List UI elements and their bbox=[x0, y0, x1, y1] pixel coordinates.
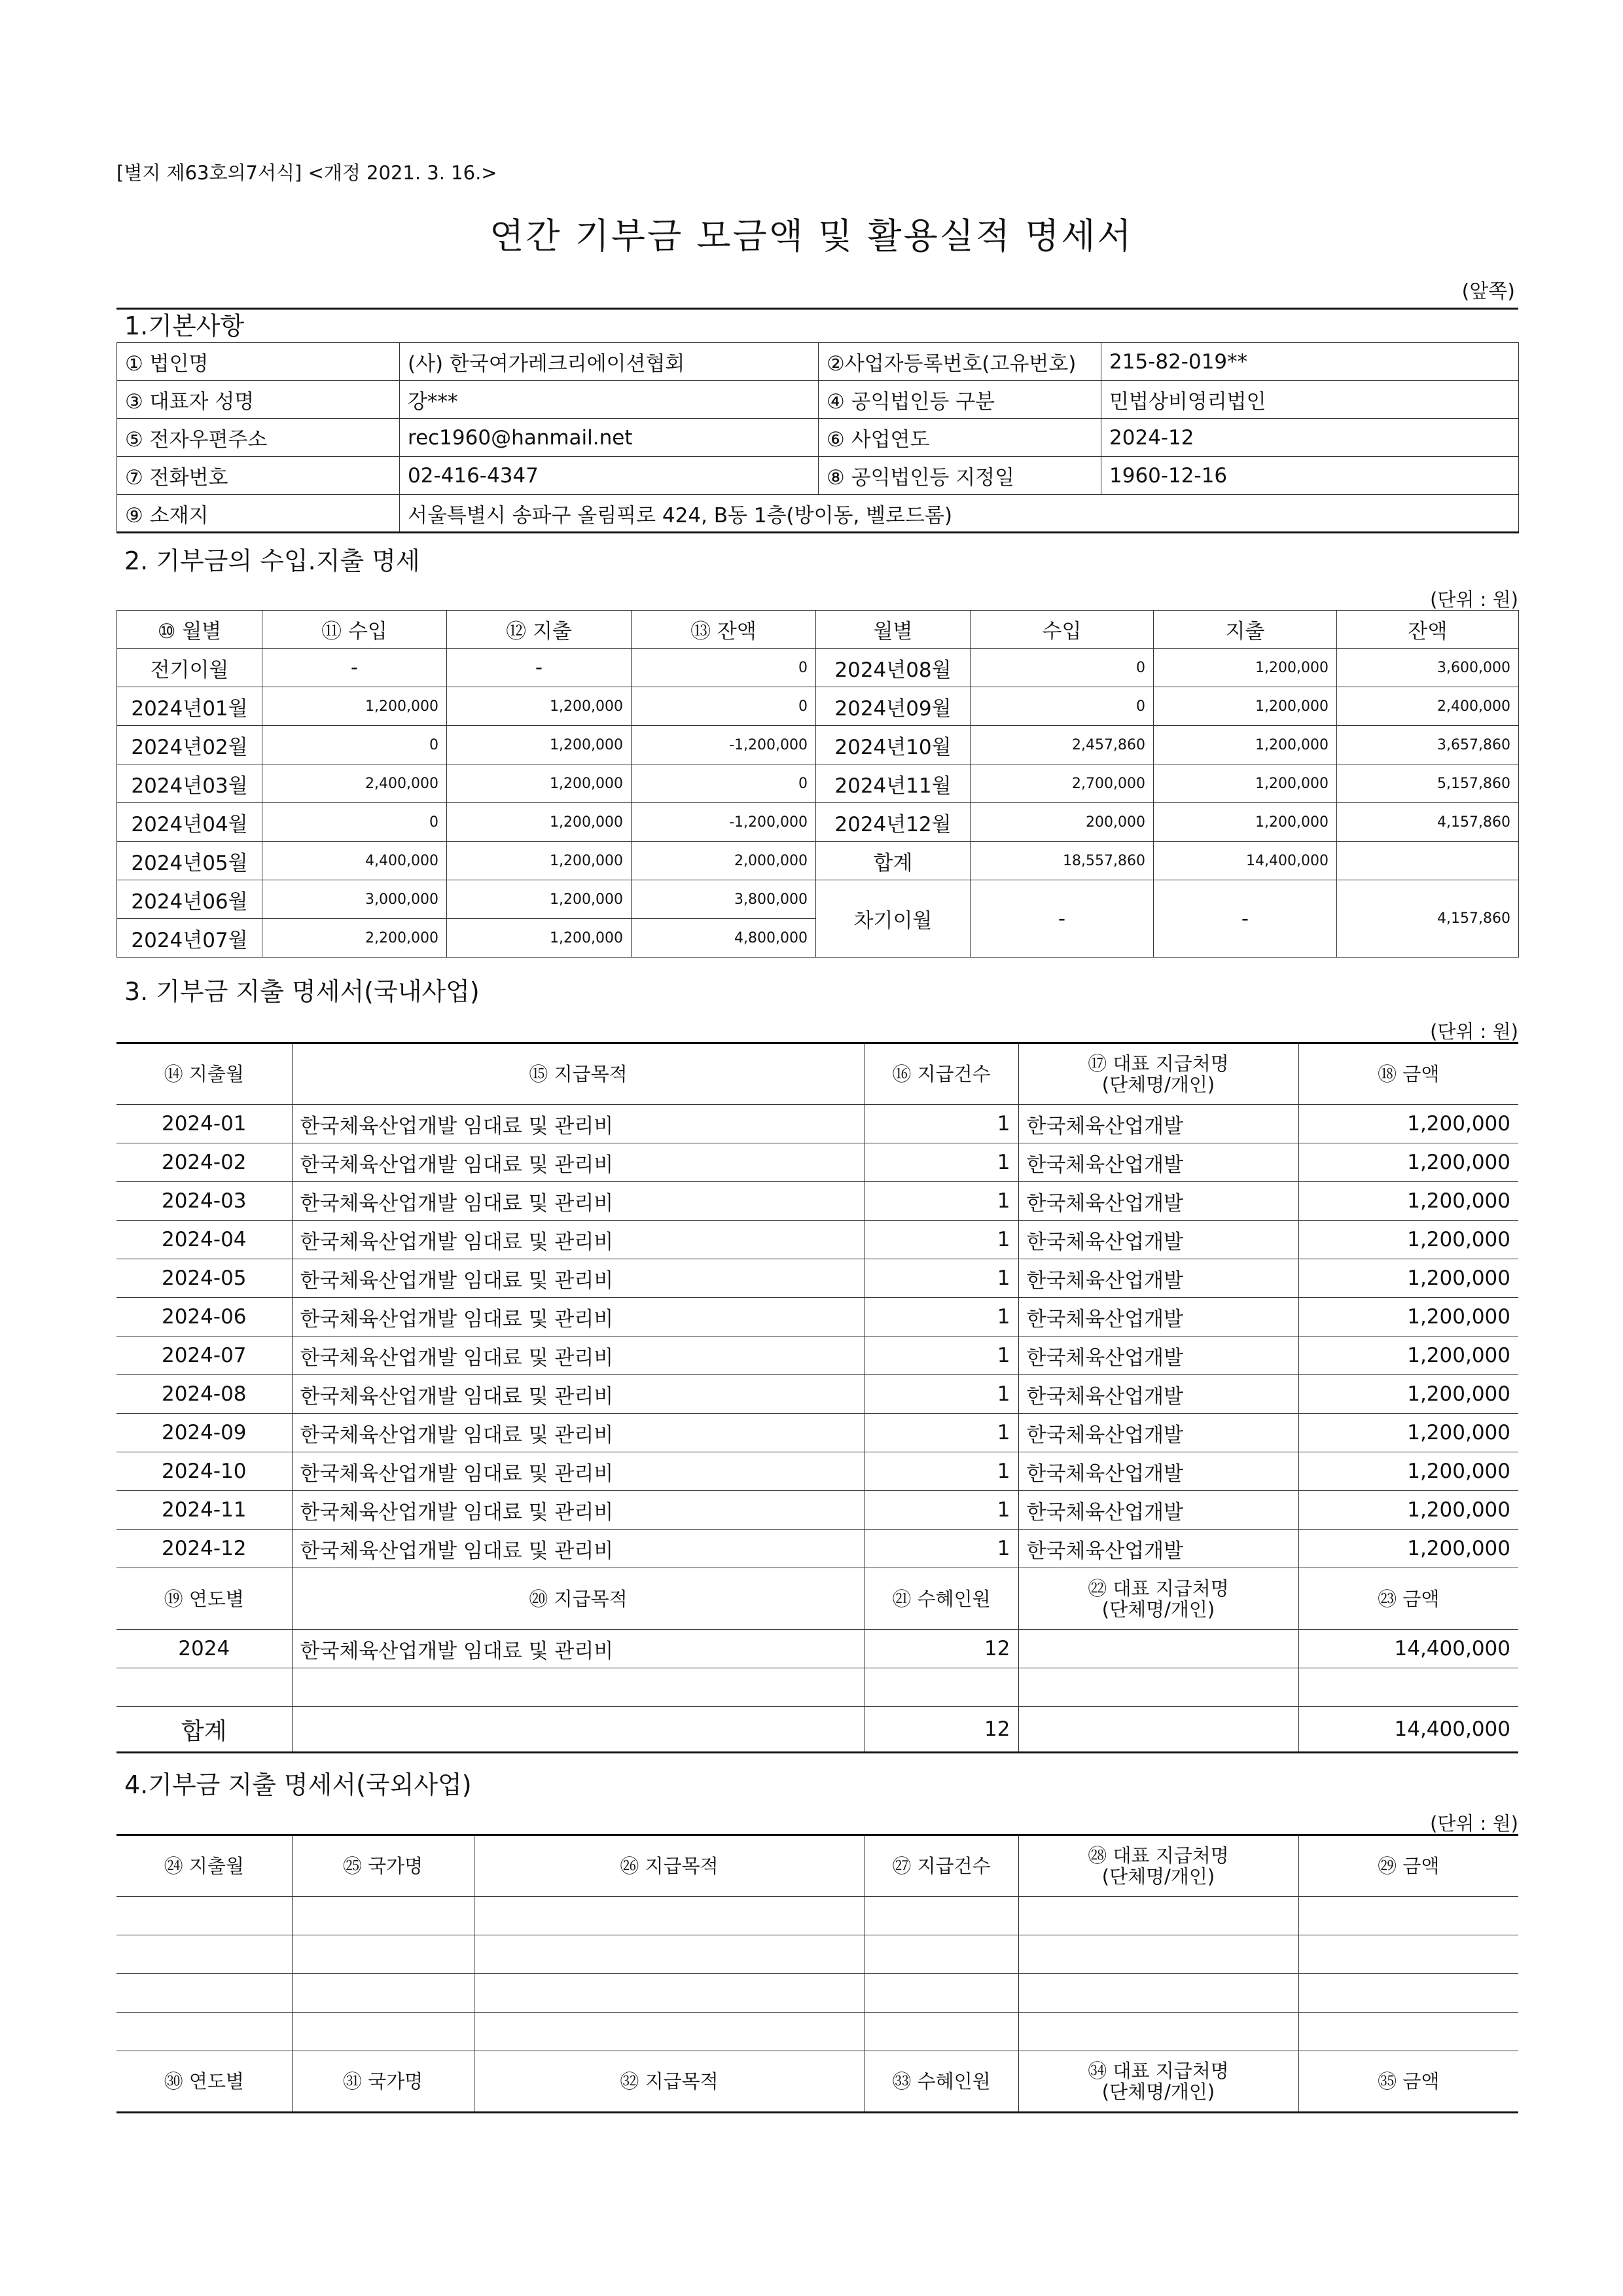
expense-amount: 1,200,000 bbox=[1298, 1105, 1518, 1143]
expense-row bbox=[116, 1491, 1518, 1530]
column-header: ⑪ 수입 bbox=[262, 611, 447, 649]
year-row bbox=[116, 1630, 1518, 1668]
year-label bbox=[116, 1668, 292, 1707]
expense-month: 2024-03 bbox=[116, 1182, 292, 1221]
expense-month: 2024-07 bbox=[116, 1336, 292, 1375]
expense-purpose: 한국체육산업개발 임대료 및 관리비 bbox=[292, 1336, 865, 1375]
expense-purpose: 한국체육산업개발 임대료 및 관리비 bbox=[292, 1259, 865, 1298]
expense-recipient: 한국체육산업개발 bbox=[1018, 1105, 1298, 1143]
field-label: ① 법인명 bbox=[117, 343, 400, 381]
month-label: 2024년04월 bbox=[117, 803, 262, 842]
front-label: (앞쪽) bbox=[1461, 280, 1515, 303]
expense-recipient: 한국체육산업개발 bbox=[1018, 1452, 1298, 1491]
expense-count: 1 bbox=[865, 1336, 1018, 1375]
expense-purpose: 한국체육산업개발 임대료 및 관리비 bbox=[292, 1182, 865, 1221]
expense-amount: 1,200,000 bbox=[1298, 1143, 1518, 1182]
field-label: ③ 대표자 성명 bbox=[117, 381, 400, 419]
balance-value: 2,400,000 bbox=[1337, 687, 1519, 726]
balance-value bbox=[1337, 842, 1519, 880]
column-header: ⑯ 지급건수 bbox=[865, 1043, 1018, 1105]
expense-purpose: 한국체육산업개발 임대료 및 관리비 bbox=[292, 1491, 865, 1530]
month-row bbox=[117, 764, 1519, 803]
expense-amount: 1,200,000 bbox=[1298, 1491, 1518, 1530]
expense-row bbox=[116, 1143, 1518, 1182]
info-row bbox=[117, 343, 1519, 381]
form-tag: [별지 제63호의7서식] <개정 2021. 3. 16.> bbox=[116, 162, 497, 184]
expense-count: 1 bbox=[865, 1298, 1018, 1336]
expense-purpose: 한국체육산업개발 임대료 및 관리비 bbox=[292, 1414, 865, 1452]
total-label: 합계 bbox=[116, 1707, 292, 1753]
expense-count: 1 bbox=[865, 1259, 1018, 1298]
expense-amount: 1,200,000 bbox=[1298, 1414, 1518, 1452]
month-label: 2024년07월 bbox=[117, 919, 262, 958]
empty-cell bbox=[1018, 1897, 1298, 1935]
column-header: ㉒ 대표 지급처명 (단체명/개인) bbox=[1018, 1568, 1298, 1630]
expense-amount: 1,200,000 bbox=[1298, 1298, 1518, 1336]
expense-purpose: 한국체육산업개발 임대료 및 관리비 bbox=[292, 1452, 865, 1491]
income-value: 2,700,000 bbox=[971, 764, 1154, 803]
column-header: ㉝ 수혜인원 bbox=[865, 2051, 1018, 2113]
section4-heading: 4.기부금 지출 명세서(국외사업) bbox=[124, 1770, 472, 1799]
overseas-expense-table bbox=[116, 1834, 1518, 2113]
balance-value: 5,157,860 bbox=[1337, 764, 1519, 803]
month-label: 2024년11월 bbox=[816, 764, 971, 803]
field-value: 2024-12 bbox=[1101, 419, 1519, 457]
expense-recipient: 한국체육산업개발 bbox=[1018, 1414, 1298, 1452]
section-overseas-expense bbox=[116, 1768, 1518, 2113]
section3-heading: 3. 기부금 지출 명세서(국내사업) bbox=[124, 977, 480, 1006]
month-label: 2024년09월 bbox=[816, 687, 971, 726]
balance-value: 3,657,860 bbox=[1337, 726, 1519, 764]
expense-value: 1,200,000 bbox=[1154, 764, 1337, 803]
empty-cell bbox=[116, 2013, 292, 2051]
income-value: 1,200,000 bbox=[262, 687, 447, 726]
balance-value: 0 bbox=[632, 687, 816, 726]
info-row bbox=[117, 381, 1519, 419]
expense-count: 1 bbox=[865, 1452, 1018, 1491]
expense-row bbox=[116, 1298, 1518, 1336]
field-label: ⑧ 공익법인등 지정일 bbox=[819, 457, 1101, 495]
section-income-expense bbox=[116, 545, 1518, 958]
field-value: (사) 한국여가레크리에이션협회 bbox=[400, 343, 819, 381]
expense-month: 2024-01 bbox=[116, 1105, 292, 1143]
carry-income: - bbox=[971, 880, 1154, 958]
expense-month: 2024-05 bbox=[116, 1259, 292, 1298]
year-row bbox=[116, 1668, 1518, 1707]
column-header: ㉙ 금액 bbox=[1298, 1835, 1518, 1897]
field-label: ④ 공익법인등 구분 bbox=[819, 381, 1101, 419]
expense-value: 1,200,000 bbox=[447, 842, 632, 880]
empty-row bbox=[116, 1974, 1518, 2013]
balance-value: -1,200,000 bbox=[632, 726, 816, 764]
column-header: ㉖ 지급목적 bbox=[474, 1835, 865, 1897]
month-row bbox=[117, 726, 1519, 764]
section2-heading: 2. 기부금의 수입.지출 명세 bbox=[124, 547, 420, 575]
month-label: 2024년02월 bbox=[117, 726, 262, 764]
domestic-expense-table bbox=[116, 1042, 1518, 1753]
expense-value: 1,200,000 bbox=[1154, 649, 1337, 687]
month-label: 전기이월 bbox=[117, 649, 262, 687]
empty-cell bbox=[116, 1974, 292, 2013]
expense-row bbox=[116, 1375, 1518, 1414]
empty-cell bbox=[474, 1974, 865, 2013]
empty-cell bbox=[1298, 1974, 1518, 2013]
expense-value: 1,200,000 bbox=[447, 726, 632, 764]
month-label: 2024년05월 bbox=[117, 842, 262, 880]
info-row bbox=[117, 419, 1519, 457]
column-header: ⑬ 잔액 bbox=[632, 611, 816, 649]
expense-row bbox=[116, 1105, 1518, 1143]
expense-recipient: 한국체육산업개발 bbox=[1018, 1298, 1298, 1336]
income-value: 18,557,860 bbox=[971, 842, 1154, 880]
field-value: 민법상비영리법인 bbox=[1101, 381, 1519, 419]
empty-row bbox=[116, 1897, 1518, 1935]
expense-row bbox=[116, 1221, 1518, 1259]
column-header: ㉑ 수혜인원 bbox=[865, 1568, 1018, 1630]
empty-cell bbox=[1298, 2013, 1518, 2051]
column-header: 월별 bbox=[816, 611, 971, 649]
expense-count: 1 bbox=[865, 1143, 1018, 1182]
month-row bbox=[117, 842, 1519, 880]
empty-cell bbox=[1018, 2013, 1298, 2051]
empty-cell bbox=[474, 1935, 865, 1974]
basic-info-table bbox=[116, 342, 1519, 533]
empty-cell bbox=[292, 1897, 474, 1935]
section-domestic-expense bbox=[116, 975, 1518, 1753]
column-header: ㉚ 연도별 bbox=[116, 2051, 292, 2113]
expense-recipient: 한국체육산업개발 bbox=[1018, 1182, 1298, 1221]
column-header: ㉗ 지급건수 bbox=[865, 1835, 1018, 1897]
column-header: ⑮ 지급목적 bbox=[292, 1043, 865, 1105]
section-basic-info bbox=[116, 308, 1518, 533]
empty-cell bbox=[474, 2013, 865, 2051]
document-title: 연간 기부금 모금액 및 활용실적 명세서 bbox=[490, 215, 1133, 257]
year-purpose: 한국체육산업개발 임대료 및 관리비 bbox=[292, 1630, 865, 1668]
expense-recipient: 한국체육산업개발 bbox=[1018, 1259, 1298, 1298]
column-header: ⑲ 연도별 bbox=[116, 1568, 292, 1630]
month-label: 2024년01월 bbox=[117, 687, 262, 726]
expense-count: 1 bbox=[865, 1105, 1018, 1143]
month-label: 2024년06월 bbox=[117, 880, 262, 919]
empty-row bbox=[116, 1935, 1518, 1974]
field-value: 서울특별시 송파구 올림픽로 424, B동 1층(방이동, 벨로드롬) bbox=[400, 495, 1519, 533]
column-header: 수입 bbox=[971, 611, 1154, 649]
month-row bbox=[117, 649, 1519, 687]
header-row bbox=[117, 611, 1519, 649]
balance-value: 0 bbox=[632, 649, 816, 687]
expense-amount: 1,200,000 bbox=[1298, 1221, 1518, 1259]
expense-amount: 1,200,000 bbox=[1298, 1375, 1518, 1414]
year-recipient bbox=[1018, 1630, 1298, 1668]
income-value: 0 bbox=[971, 687, 1154, 726]
empty-cell bbox=[116, 1897, 292, 1935]
header-row bbox=[116, 2051, 1518, 2113]
column-header: ㉕ 국가명 bbox=[292, 1835, 474, 1897]
empty-cell bbox=[1298, 1935, 1518, 1974]
field-value: rec1960@hanmail.net bbox=[400, 419, 819, 457]
income-value: 0 bbox=[262, 803, 447, 842]
expense-amount: 1,200,000 bbox=[1298, 1182, 1518, 1221]
balance-value: 4,800,000 bbox=[632, 919, 816, 958]
expense-amount: 1,200,000 bbox=[1298, 1452, 1518, 1491]
column-header: ⑭ 지출월 bbox=[116, 1043, 292, 1105]
column-header: ㉞ 대표 지급처명 (단체명/개인) bbox=[1018, 2051, 1298, 2113]
info-row bbox=[117, 495, 1519, 533]
expense-month: 2024-10 bbox=[116, 1452, 292, 1491]
column-header: ㉓ 금액 bbox=[1298, 1568, 1518, 1630]
income-value: 0 bbox=[262, 726, 447, 764]
field-label: ⑦ 전화번호 bbox=[117, 457, 400, 495]
expense-count: 1 bbox=[865, 1221, 1018, 1259]
income-value: 200,000 bbox=[971, 803, 1154, 842]
total-row bbox=[116, 1707, 1518, 1753]
field-label: ②사업자등록번호(고유번호) bbox=[819, 343, 1101, 381]
field-value: 1960-12-16 bbox=[1101, 457, 1519, 495]
column-header: ⑩ 월별 bbox=[117, 611, 262, 649]
expense-value: 1,200,000 bbox=[447, 919, 632, 958]
column-header: 지출 bbox=[1154, 611, 1337, 649]
column-header: ㉜ 지급목적 bbox=[474, 2051, 865, 2113]
balance-value: 4,157,860 bbox=[1337, 803, 1519, 842]
carry-expense: - bbox=[1154, 880, 1337, 958]
empty-cell bbox=[865, 2013, 1018, 2051]
expense-value: 1,200,000 bbox=[447, 880, 632, 919]
month-label: 2024년08월 bbox=[816, 649, 971, 687]
unit-label: (단위 : 원) bbox=[1430, 1020, 1518, 1043]
expense-count: 1 bbox=[865, 1182, 1018, 1221]
empty-cell bbox=[292, 1974, 474, 2013]
empty-cell bbox=[865, 1974, 1018, 2013]
expense-amount: 1,200,000 bbox=[1298, 1259, 1518, 1298]
income-value: 4,400,000 bbox=[262, 842, 447, 880]
expense-recipient: 한국체육산업개발 bbox=[1018, 1221, 1298, 1259]
month-row bbox=[117, 803, 1519, 842]
expense-purpose: 한국체육산업개발 임대료 및 관리비 bbox=[292, 1375, 865, 1414]
expense-value: 14,400,000 bbox=[1154, 842, 1337, 880]
expense-value: 1,200,000 bbox=[1154, 726, 1337, 764]
expense-month: 2024-09 bbox=[116, 1414, 292, 1452]
expense-recipient: 한국체육산업개발 bbox=[1018, 1143, 1298, 1182]
year-beneficiaries: 12 bbox=[865, 1630, 1018, 1668]
column-header: ⑰ 대표 지급처명 (단체명/개인) bbox=[1018, 1043, 1298, 1105]
year-label: 2024 bbox=[116, 1630, 292, 1668]
empty-cell bbox=[292, 1935, 474, 1974]
column-header: ㉛ 국가명 bbox=[292, 2051, 474, 2113]
expense-value: 1,200,000 bbox=[447, 803, 632, 842]
expense-recipient: 한국체육산업개발 bbox=[1018, 1530, 1298, 1568]
carry-balance: 4,157,860 bbox=[1337, 880, 1519, 958]
expense-row bbox=[116, 1336, 1518, 1375]
expense-amount: 1,200,000 bbox=[1298, 1530, 1518, 1568]
column-header: 잔액 bbox=[1337, 611, 1519, 649]
empty-cell bbox=[474, 1897, 865, 1935]
field-value: 강*** bbox=[400, 381, 819, 419]
expense-count: 1 bbox=[865, 1530, 1018, 1568]
column-header: ⑱ 금액 bbox=[1298, 1043, 1518, 1105]
expense-purpose: 한국체육산업개발 임대료 및 관리비 bbox=[292, 1298, 865, 1336]
expense-row bbox=[116, 1414, 1518, 1452]
balance-value: -1,200,000 bbox=[632, 803, 816, 842]
empty-cell bbox=[1018, 1935, 1298, 1974]
total-recipient bbox=[1018, 1707, 1298, 1753]
empty-cell bbox=[865, 1897, 1018, 1935]
expense-purpose: 한국체육산업개발 임대료 및 관리비 bbox=[292, 1105, 865, 1143]
income-value: 2,200,000 bbox=[262, 919, 447, 958]
expense-recipient: 한국체육산업개발 bbox=[1018, 1375, 1298, 1414]
balance-value: 0 bbox=[632, 764, 816, 803]
column-header: ㉟ 금액 bbox=[1298, 2051, 1518, 2113]
expense-purpose: 한국체육산업개발 임대료 및 관리비 bbox=[292, 1530, 865, 1568]
income-value: 2,400,000 bbox=[262, 764, 447, 803]
expense-purpose: 한국체육산업개발 임대료 및 관리비 bbox=[292, 1143, 865, 1182]
empty-cell bbox=[116, 1935, 292, 1974]
month-label: 2024년12월 bbox=[816, 803, 971, 842]
empty-cell bbox=[292, 2013, 474, 2051]
expense-month: 2024-04 bbox=[116, 1221, 292, 1259]
empty-cell bbox=[1018, 1974, 1298, 2013]
unit-label: (단위 : 원) bbox=[1430, 1812, 1518, 1835]
year-amount: 14,400,000 bbox=[1298, 1630, 1518, 1668]
column-header: ⑫ 지출 bbox=[447, 611, 632, 649]
expense-month: 2024-02 bbox=[116, 1143, 292, 1182]
month-label: 2024년03월 bbox=[117, 764, 262, 803]
header-row bbox=[116, 1835, 1518, 1897]
month-label: 2024년10월 bbox=[816, 726, 971, 764]
month-row bbox=[117, 687, 1519, 726]
column-header: ㉔ 지출월 bbox=[116, 1835, 292, 1897]
expense-amount: 1,200,000 bbox=[1298, 1336, 1518, 1375]
empty-cell bbox=[1298, 1897, 1518, 1935]
balance-value: 3,600,000 bbox=[1337, 649, 1519, 687]
month-label: 합계 bbox=[816, 842, 971, 880]
expense-value: 1,200,000 bbox=[1154, 803, 1337, 842]
month-row bbox=[117, 880, 1519, 919]
expense-value: 1,200,000 bbox=[447, 687, 632, 726]
expense-purpose: 한국체육산업개발 임대료 및 관리비 bbox=[292, 1221, 865, 1259]
total-purpose bbox=[292, 1707, 865, 1753]
expense-month: 2024-11 bbox=[116, 1491, 292, 1530]
year-purpose bbox=[292, 1668, 865, 1707]
expense-count: 1 bbox=[865, 1414, 1018, 1452]
expense-value: - bbox=[447, 649, 632, 687]
expense-value: 1,200,000 bbox=[447, 764, 632, 803]
expense-value: 1,200,000 bbox=[1154, 687, 1337, 726]
unit-label: (단위 : 원) bbox=[1430, 588, 1518, 611]
balance-value: 3,800,000 bbox=[632, 880, 816, 919]
total-amount: 14,400,000 bbox=[1298, 1707, 1518, 1753]
section1-heading: 1.기본사항 bbox=[116, 308, 1518, 342]
column-header: ⑳ 지급목적 bbox=[292, 1568, 865, 1630]
expense-count: 1 bbox=[865, 1375, 1018, 1414]
expense-month: 2024-12 bbox=[116, 1530, 292, 1568]
field-label: ⑥ 사업연도 bbox=[819, 419, 1101, 457]
carry-forward-label: 차기이월 bbox=[816, 880, 971, 958]
field-label: ⑤ 전자우편주소 bbox=[117, 419, 400, 457]
column-header: ㉘ 대표 지급처명 (단체명/개인) bbox=[1018, 1835, 1298, 1897]
expense-row bbox=[116, 1259, 1518, 1298]
expense-month: 2024-06 bbox=[116, 1298, 292, 1336]
empty-row bbox=[116, 2013, 1518, 2051]
year-recipient bbox=[1018, 1668, 1298, 1707]
header-row bbox=[116, 1043, 1518, 1105]
income-expense-table bbox=[116, 610, 1519, 958]
header-row bbox=[116, 1568, 1518, 1630]
income-value: - bbox=[262, 649, 447, 687]
total-beneficiaries: 12 bbox=[865, 1707, 1018, 1753]
expense-count: 1 bbox=[865, 1491, 1018, 1530]
field-value: 215-82-019** bbox=[1101, 343, 1519, 381]
year-beneficiaries bbox=[865, 1668, 1018, 1707]
income-value: 2,457,860 bbox=[971, 726, 1154, 764]
income-value: 0 bbox=[971, 649, 1154, 687]
expense-row bbox=[116, 1530, 1518, 1568]
field-value: 02-416-4347 bbox=[400, 457, 819, 495]
balance-value: 2,000,000 bbox=[632, 842, 816, 880]
empty-cell bbox=[865, 1935, 1018, 1974]
expense-recipient: 한국체육산업개발 bbox=[1018, 1491, 1298, 1530]
expense-month: 2024-08 bbox=[116, 1375, 292, 1414]
field-label: ⑨ 소재지 bbox=[117, 495, 400, 533]
income-value: 3,000,000 bbox=[262, 880, 447, 919]
year-amount bbox=[1298, 1668, 1518, 1707]
info-row bbox=[117, 457, 1519, 495]
expense-row bbox=[116, 1452, 1518, 1491]
expense-row bbox=[116, 1182, 1518, 1221]
expense-recipient: 한국체육산업개발 bbox=[1018, 1336, 1298, 1375]
